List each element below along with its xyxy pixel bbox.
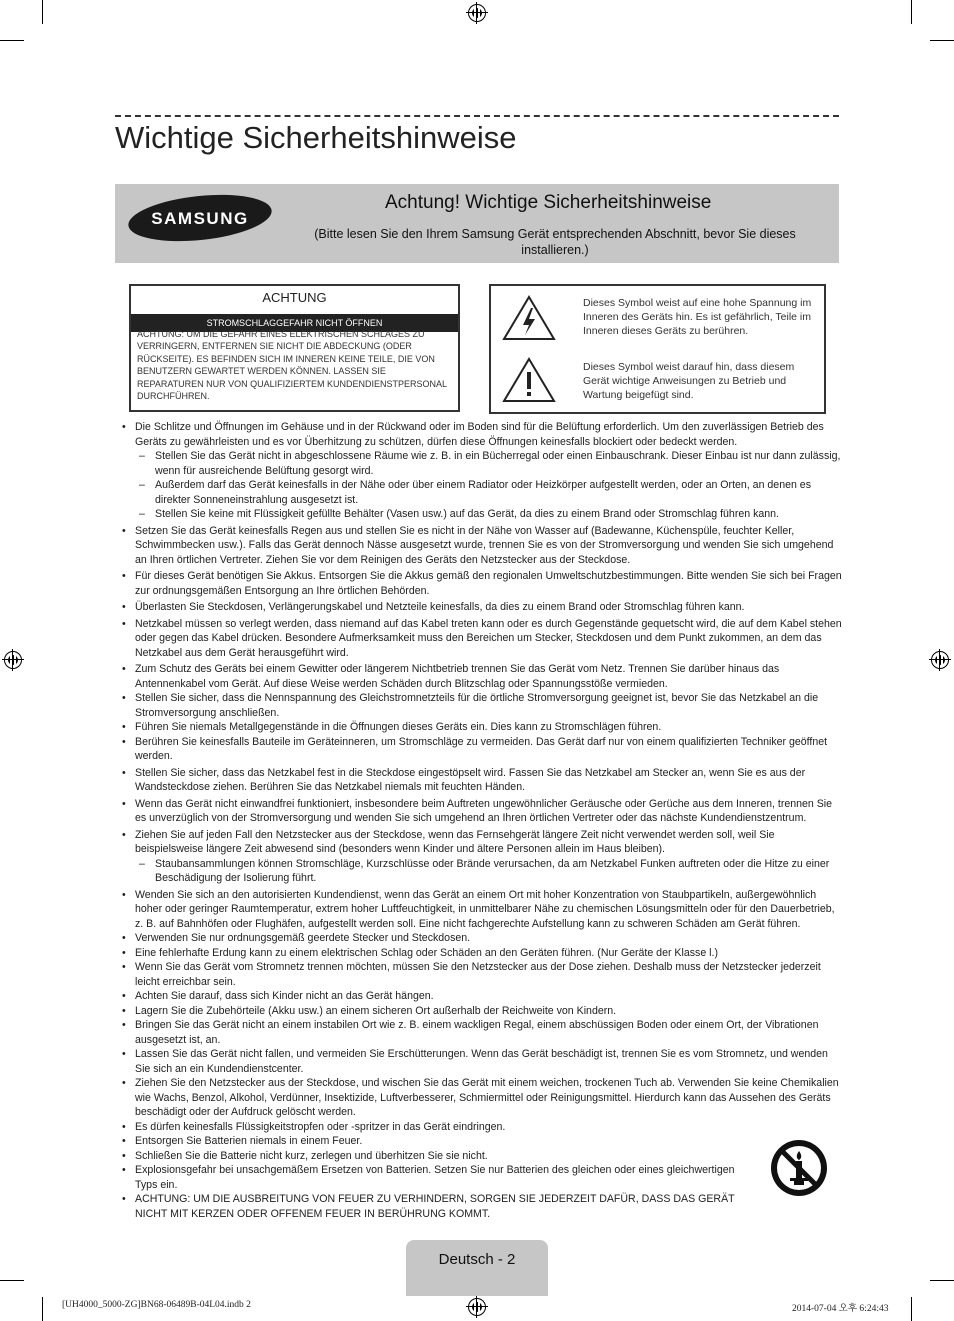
caution-body: ACHTUNG: UM DIE GEFAHR EINES ELEKTRISCHEN SCHLAGES ZU VERRINGERN, ENTFERNEN SIE NICHT DIE ABDECKUNG (ODER RÜCKSEITE). ES BEFINDEN SICH IM INNEREN KEINE TEILE, DIE VON BENUTZERN GEWARTET WERDEN KÖNNEN. LASSEN SIE REPARATUREN NUR VON QUALIFIZIERTEM KUNDENDIENSTPERSONAL DURCHFÜHREN. (137, 329, 447, 402)
page-number-tab: Deutsch - 2 (406, 1240, 548, 1296)
sub-list-item: – Stellen Sie keine mit Flüssigkeit gefüllte Behälter (Vasen usw.) auf das Gerät, da dies zu einem Brand oder Stromschlag führen kann. (135, 507, 842, 522)
caution-bar: STROMSCHLAGGEFAHR NICHT ÖFFNEN (131, 314, 458, 332)
list-item: • Bringen Sie das Gerät nicht an einem instabilen Ort wie z. B. einem wackligen Regal, einem abschüssigen Boden oder einem Ort, der Vibrationen ausgesetzt ist, an. (120, 1018, 842, 1047)
banner-subtitle: (Bitte lesen Sie den Ihrem Samsung Gerät entsprechenden Abschnitt, bevor Sie dieses installieren.) (314, 227, 796, 257)
list-item: • Überlasten Sie Steckdosen, Verlängerungskabel und Netzteile keinesfalls, da dies zu einem Brand oder Stromschlag führen kann. (120, 600, 842, 615)
registration-mark-icon (468, 4, 486, 22)
sub-list-item: – Stellen Sie das Gerät nicht in abgeschlossene Räume wie z. B. in ein Bücherregal oder einen Einbauschrank. Dieser Einbau ist nur dann zulässig, wenn für ausreichende Belüftung gesorgt wird. (135, 449, 842, 478)
no-candle-icon (769, 1138, 829, 1198)
crop-mark (911, 1297, 912, 1321)
registration-mark-icon (931, 651, 949, 669)
exclamation-warning-icon (501, 356, 557, 404)
crop-mark (42, 0, 43, 24)
list-item: • Wenn Sie das Gerät vom Stromnetz trennen möchten, müssen Sie den Netzstecker aus der Dose ziehen. Deshalb muss der Netzstecker jederzeit leicht erreichbar sein. (120, 960, 842, 989)
list-item: • Verwenden Sie nur ordnungsgemäß geerdete Stecker und Steckdosen. (120, 931, 842, 946)
list-item: • Ziehen Sie auf jeden Fall den Netzstecker aus der Steckdose, wenn das Fernsehgerät längere Zeit nicht verwendet werden soll, weil Sie beispielsweise längere Zeit abwesend sind (besonders wenn Kinder und ältere Personen allein im Haus bleiben). – Staubansammlungen können Stromschläge, Kurzschlüsse oder Brände verursachen, da am Netzkabel Funken auftreten oder die Hitze zu einer Beschädigung der Isolierung führt. (120, 828, 842, 886)
list-item: • Wenden Sie sich an den autorisierten Kundendienst, wenn das Gerät an einem Ort mit hoher Konzentration von Staubpartikeln, außergewöhnlich hoher oder geringer Raumtemperatur, extrem hoher Luftfeuchtigkeit, in unmittelbarer Nähe zu chemischen Lösungsmitteln oder für den Dauerbetrieb, z. B. auf Bahnhöfen oder Flughäfen, aufgestellt werden soll. Eine nicht fachgerechte Aufstellung kann zu schweren Schäden am Gerät führen. (120, 888, 842, 932)
list-item: • ACHTUNG: UM DIE AUSBREITUNG VON FEUER ZU VERHINDERN, SORGEN SIE JEDERZEIT DAFÜR, DASS DAS GERÄT NICHT MIT KERZEN ODER OFFENEM FEUER IN BERÜHRUNG KOMMT. (120, 1192, 842, 1221)
registration-mark-icon (468, 1298, 486, 1316)
print-imprint-file: [UH4000_5000-ZG]BN68-06489B-04L04.indb 2 (62, 1300, 251, 1310)
sub-list-item: – Außerdem darf das Gerät keinesfalls in der Nähe oder über einem Radiator oder Heizkörper aufgestellt werden, oder an Orten, an denen es direkter Sonneneinstrahlung ausgesetzt ist. (135, 478, 842, 507)
page-title: Wichtige Sicherheitshinweise (115, 120, 517, 155)
list-item: • Es dürfen keinesfalls Flüssigkeitstropfen oder -spritzer in das Gerät eindringen. (120, 1120, 842, 1135)
safety-banner (115, 184, 839, 263)
list-item: • Netzkabel müssen so verlegt werden, dass niemand auf das Kabel treten kann oder es durch Gegenstände gequetscht wird, die auf dem Kabel stehen oder gegen das Kabel drücken. Besondere Aufmerksamkeit muss den Bereichen um Stecker, Steckdosen und dem Punkt zukommen, an dem das Netzkabel aus dem Gerät herausgeführt wird. (120, 617, 842, 661)
crop-mark (930, 1280, 954, 1281)
list-item: • Eine fehlerhafte Erdung kann zu einem elektrischen Schlag oder Schäden an den Geräten führen. (Nur Geräte der Klasse l.) (120, 946, 842, 961)
list-item: • Ziehen Sie den Netzstecker aus der Steckdose, und wischen Sie das Gerät mit einem weichen, trockenen Tuch ab. Verwenden Sie keine Chemikalien wie Wachs, Benzol, Alkohol, Verdünner, Insektizide, Luftverbesserer, Schmiermittel oder Reinigungsmittel. Hierdurch kann das Aussehen des Geräts beschädigt oder der Aufdruck gelöscht werden. (120, 1076, 842, 1120)
list-item: • Stellen Sie sicher, dass das Netzkabel fest in die Steckdose eingestöpselt wird. Fassen Sie das Netzkabel am Stecker an, wenn Sie es aus der Wandsteckdose ziehen. Berühren Sie das Netzkabel niemals mit feuchten Händen. (120, 766, 842, 795)
crop-mark (911, 0, 912, 24)
list-item: • Achten Sie darauf, dass sich Kinder nicht an das Gerät hängen. (120, 989, 842, 1004)
svg-text:SAMSUNG: SAMSUNG (151, 209, 249, 228)
print-imprint-date: 2014-07-04 오후 6:24:43 (792, 1304, 889, 1314)
list-item: • Die Schlitze und Öffnungen im Gehäuse und in der Rückwand oder im Boden sind für die Belüftung erforderlich. Um den zuverlässigen Betrieb des Geräts zu gewährleisten und es vor Überhitzung zu schützen, dürfen diese Öffnungen keinesfalls blockiert oder bedeckt werden. – Stellen Sie das Gerät nicht in abgeschlossene Räume wie z. B. in ein Bücherregal oder einen Einbauschrank. Dieser Einbau ist nur dann zulässig, wenn für ausreichende Belüftung gesorgt wird. – Außerdem darf das Gerät keinesfalls in der Nähe oder über einem Radiator oder Heizkörper aufgestellt werden, oder an Orten, an denen es direkter Sonneneinstrahlung ausgesetzt ist. – Stellen Sie keine mit Flüssigkeit gefüllte Behälter (Vasen usw.) auf das Gerät, da dies zu einem Brand oder Stromschlag führen kann. (120, 420, 842, 522)
list-item: • Führen Sie niemals Metallgegenstände in die Öffnungen dieses Geräts ein. Dies kann zu Stromschlägen führen. (120, 720, 842, 735)
crop-mark (0, 40, 24, 41)
crop-mark (0, 1280, 24, 1281)
list-item: • Schließen Sie die Batterie nicht kurz, zerlegen und überhitzen Sie sie nicht. (120, 1149, 842, 1164)
safety-instructions (120, 420, 842, 1221)
title-dotted-rule (115, 115, 839, 117)
caution-heading: ACHTUNG (262, 290, 327, 305)
list-item: • Explosionsgefahr bei unsachgemäßem Ersetzen von Batterien. Setzen Sie nur Batterien des gleichen oder eines gleichwertigen Typs ein. (120, 1163, 842, 1192)
crop-mark (42, 1297, 43, 1321)
caution-label-box (129, 284, 460, 412)
registration-mark-icon (4, 651, 22, 669)
list-item: • Zum Schutz des Geräts bei einem Gewitter oder längerem Nichtbetrieb trennen Sie das Gerät vom Netz. Trennen Sie darüber hinaus das Antennenkabel vom Gerät. Auf diese Weise werden Schäden durch Blitzschlag oder Spannungsstöße vermieden. (120, 662, 842, 691)
list-item: • Setzen Sie das Gerät keinesfalls Regen aus und stellen Sie es nicht in der Nähe von Wasser auf (Badewanne, Küchenspüle, feuchter Keller, Schwimmbecken usw.). Falls das Gerät dennoch Nässe ausgesetzt wurde, trennen Sie es von der Stromversorgung und wenden Sie sich umgehend an Ihren örtlichen Vertreter. Ziehen Sie vor dem Reinigen des Geräts den Netzstecker aus der Steckdose. (120, 524, 842, 568)
list-item: • Lassen Sie das Gerät nicht fallen, und vermeiden Sie Erschütterungen. Wenn das Gerät beschädigt ist, trennen Sie es vom Stromnetz, und wenden Sie sich an ein Kundendienstcenter. (120, 1047, 842, 1076)
list-item: • Entsorgen Sie Batterien niemals in einem Feuer. (120, 1134, 842, 1149)
sub-list-item: – Staubansammlungen können Stromschläge, Kurzschlüsse oder Brände verursachen, da am Netzkabel Funken auftreten oder die Hitze zu einer Beschädigung der Isolierung führt. (135, 857, 842, 886)
list-item: • Wenn das Gerät nicht einwandfrei funktioniert, insbesondere beim Auftreten ungewöhnlicher Geräusche oder Gerüche aus dem Inneren, trennen Sie es unverzüglich von der Stromversorgung und wenden Sie sich umgehend an Ihren örtlichen Vertreter oder das nächste Kundendienstzentrum. (120, 797, 842, 826)
list-item: • Stellen Sie sicher, dass die Nennspannung des Gleichstromnetzteils für die örtliche Stromversorgung geeignet ist, bevor Sie das Netzkabel an die Stromversorgung anschließen. (120, 691, 842, 720)
samsung-logo-icon (127, 193, 273, 243)
list-item: • Berühren Sie keinesfalls Bauteile im Geräteinneren, um Stromschläge zu vermeiden. Das Gerät darf nur von einem qualifizierten Techniker geöffnet werden. (120, 735, 842, 764)
list-item: • Für dieses Gerät benötigen Sie Akkus. Entsorgen Sie die Akkus gemäß den regionalen Umweltschutzbestimmungen. Bitte wenden Sie sich bei Fragen zur ordnungsgemäßen Entsorgung an Ihre örtlichen Behörden. (120, 569, 842, 598)
list-item: • Lagern Sie die Zubehörteile (Akku usw.) an einem sicheren Ort außerhalb der Reichweite von Kindern. (120, 1004, 842, 1019)
high-voltage-warning-icon (501, 294, 557, 342)
crop-mark (930, 40, 954, 41)
banner-title: Achtung! Wichtige Sicherheitshinweise (385, 192, 712, 213)
attention-symbol-text: Dieses Symbol weist darauf hin, dass diesem Gerät wichtige Anweisungen zu Betrieb und Wartung beigefügt sind. (583, 361, 795, 401)
symbol-legend-box (489, 284, 826, 414)
high-voltage-symbol-text: Dieses Symbol weist auf eine hohe Spannung im Inneren des Geräts hin. Es ist gefährlich, Teile im Inneren dieses Geräts zu berühren. (583, 297, 812, 337)
